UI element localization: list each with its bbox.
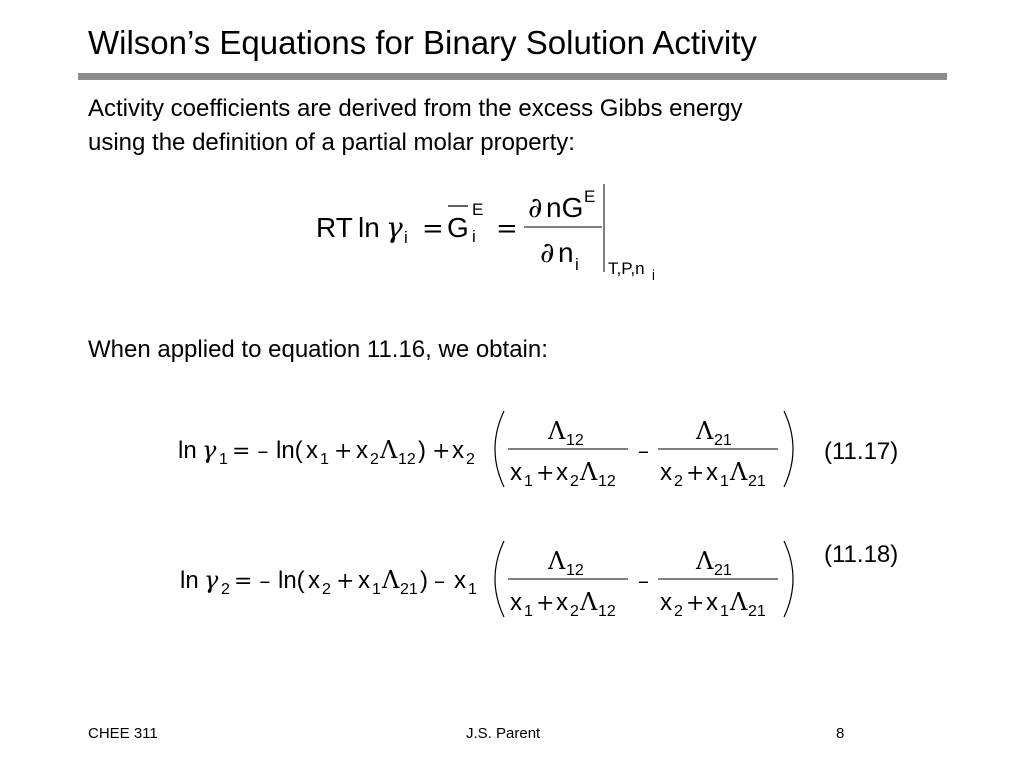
svg-text:=: = [422,214,444,244]
footer-page-number: 8 [836,725,845,742]
equation-11-18 [176,535,806,623]
svg-text:21: 21 [714,432,732,449]
svg-text:j: j [652,267,655,280]
svg-text:x: x [706,589,718,616]
svg-text:Λ: Λ [380,436,398,464]
equation-11-17 [176,405,806,493]
svg-text:ln: ln [178,437,197,464]
svg-text:Λ: Λ [730,588,748,616]
svg-text:x: x [308,567,320,594]
svg-text:–: – [638,439,649,464]
svg-text:T,P,n: T,P,n [608,259,645,278]
svg-text:x: x [454,567,466,594]
intro-line-1: Activity coefficients are derived from the excess Gibbs energy [88,95,743,122]
footer-course-code: CHEE 311 [88,725,158,742]
svg-text:12: 12 [566,562,584,579]
svg-text:Λ: Λ [580,458,598,486]
partial-molar-equation [300,180,680,280]
svg-text:= –: = – [234,569,271,594]
svg-text:Λ: Λ [580,588,598,616]
svg-text:x: x [306,437,318,464]
svg-text:x: x [452,437,464,464]
svg-text:–: – [434,569,445,594]
svg-text:= –: = – [232,439,269,464]
svg-text:Λ: Λ [696,547,714,575]
svg-text:2: 2 [674,473,683,490]
svg-text:+: + [334,439,353,464]
svg-text:i: i [575,255,579,274]
svg-text:Λ: Λ [548,547,566,575]
svg-text:i: i [472,227,476,246]
svg-text:1: 1 [720,473,729,490]
svg-text:Λ: Λ [548,417,566,445]
svg-text:2: 2 [570,603,579,620]
svg-text:1: 1 [219,451,228,468]
svg-text:Λ: Λ [696,417,714,445]
svg-text:ln(: ln( [278,567,305,594]
svg-text:1: 1 [372,581,381,598]
svg-text:12: 12 [566,432,584,449]
svg-text:ln: ln [358,212,380,243]
svg-text:ln: ln [180,567,199,594]
svg-text:12: 12 [598,473,616,490]
svg-text:x: x [510,459,522,486]
equation-11-18-graphic [176,535,806,623]
svg-text:∂: ∂ [540,236,555,269]
slide-title: Wilson’s Equations for Binary Solution Activity [88,24,757,61]
svg-text:γ: γ [202,436,217,464]
svg-text:2: 2 [466,451,475,468]
svg-text:x: x [556,589,568,616]
svg-text:21: 21 [400,581,418,598]
svg-text:x: x [510,589,522,616]
svg-text:Λ: Λ [382,566,400,594]
equation-11-17-graphic [176,405,806,493]
svg-text:21: 21 [714,562,732,579]
svg-text:+: + [536,591,555,616]
svg-text:): ) [418,437,426,464]
svg-text:2: 2 [674,603,683,620]
svg-text:+: + [686,591,705,616]
svg-text:=: = [496,214,518,244]
svg-text:12: 12 [398,451,416,468]
intro-paragraph [88,92,743,160]
equation-number-11-17: (11.17) [824,438,899,465]
applied-text: When applied to equation 11.16, we obtain: [88,336,548,363]
svg-text:1: 1 [524,603,533,620]
partial-molar-equation-graphic [300,180,680,280]
svg-text:2: 2 [221,581,230,598]
svg-text:1: 1 [524,473,533,490]
svg-text:2: 2 [370,451,379,468]
svg-text:x: x [556,459,568,486]
svg-text:n: n [558,237,574,268]
svg-text:Λ: Λ [730,458,748,486]
svg-text:1: 1 [720,603,729,620]
svg-text:ln(: ln( [276,437,303,464]
svg-text:γ: γ [386,211,403,244]
svg-text:): ) [420,567,428,594]
svg-text:2: 2 [570,473,579,490]
svg-text:E: E [472,200,484,219]
svg-text:1: 1 [468,581,477,598]
svg-text:12: 12 [598,603,616,620]
svg-text:21: 21 [748,603,766,620]
title-divider [78,73,947,80]
equation-number-11-18: (11.18) [824,541,899,568]
svg-text:2: 2 [322,581,331,598]
svg-text:G: G [447,212,469,243]
svg-text:+: + [336,569,355,594]
svg-text:x: x [356,437,368,464]
svg-text:x: x [660,459,672,486]
svg-text:RT: RT [316,212,353,243]
svg-text:γ: γ [204,566,219,594]
svg-text:∂: ∂ [528,191,543,224]
intro-line-2: using the definition of a partial molar property: [88,129,575,156]
svg-text:+: + [686,461,705,486]
svg-text:–: – [638,569,649,594]
svg-text:i: i [404,228,408,247]
svg-text:x: x [660,589,672,616]
svg-text:x: x [706,459,718,486]
svg-text:21: 21 [748,473,766,490]
footer-author: J.S. Parent [466,725,541,742]
svg-text:+: + [432,439,451,464]
svg-text:+: + [536,461,555,486]
svg-text:nG: nG [546,192,584,223]
svg-text:x: x [358,567,370,594]
svg-text:E: E [584,187,596,206]
svg-text:1: 1 [320,451,329,468]
